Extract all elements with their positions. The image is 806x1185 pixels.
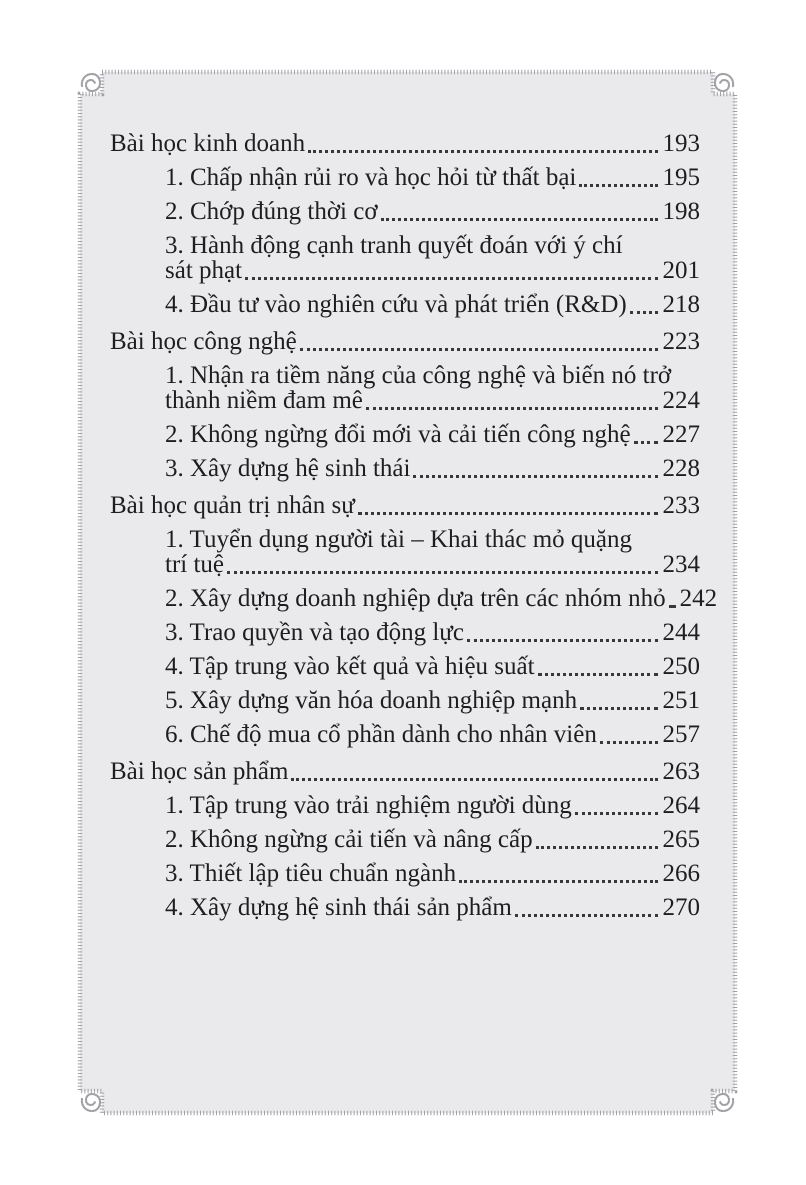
toc-section — [110, 759, 700, 920]
page-number: 195 — [662, 164, 700, 191]
entry-title: 4. Tập trung vào kết quả và hiệu suất — [165, 653, 535, 680]
dot-leader — [245, 272, 657, 280]
toc-entry — [110, 861, 700, 886]
toc-entry — [110, 585, 718, 612]
page-number: 233 — [662, 492, 700, 519]
dot-leader — [515, 909, 658, 917]
toc-row — [110, 329, 700, 354]
section-title: Bài học quản trị nhân sự — [110, 492, 355, 519]
toc-row — [165, 585, 718, 612]
toc-entry — [110, 688, 700, 713]
toc-section-header — [110, 493, 700, 518]
toc-row — [165, 688, 700, 713]
toc-entry — [110, 233, 700, 283]
entry-title: 2. Chớp đúng thời cơ — [165, 198, 378, 225]
toc-row — [110, 131, 700, 156]
dot-leader — [358, 507, 658, 515]
dot-leader — [291, 773, 657, 781]
toc-entry — [110, 292, 700, 317]
dot-leader — [459, 875, 657, 883]
corner-ornament-icon — [82, 1094, 100, 1111]
dot-leader — [579, 179, 657, 187]
entry-title: 3. Trao quyền và tạo động lực — [165, 619, 464, 646]
page-number: 263 — [662, 758, 700, 785]
entry-title: 2. Không ngừng cải tiến và nâng cấp — [165, 826, 533, 853]
dot-leader — [536, 841, 658, 849]
corner-ornament-icon — [715, 1094, 733, 1111]
entry-title: 3. Xây dựng hệ sinh thái — [165, 455, 411, 482]
page-number: 242 — [679, 585, 718, 612]
toc-entry — [110, 165, 700, 190]
toc-section-header — [110, 759, 700, 784]
dot-leader — [413, 470, 657, 478]
toc-row — [165, 258, 700, 283]
toc-row — [165, 388, 700, 413]
toc-entry — [110, 199, 700, 224]
dot-leader — [575, 807, 658, 815]
dot-leader — [630, 306, 658, 314]
page-number: 244 — [662, 619, 700, 646]
page-number: 218 — [662, 291, 700, 318]
entry-title: 2. Không ngừng đổi mới và cải tiến công nghệ — [165, 421, 631, 448]
toc-row — [165, 722, 700, 747]
toc-entry — [110, 456, 700, 481]
toc-entry — [110, 422, 700, 447]
entry-title: 2. Xây dựng doanh nghiệp dựa trên các nhóm nhỏ — [165, 585, 666, 612]
section-title: Bài học sản phẩm — [110, 758, 289, 785]
toc-row — [165, 861, 700, 886]
toc-section — [110, 492, 718, 748]
dot-leader — [227, 566, 657, 574]
toc-entry — [110, 363, 700, 413]
dot-leader — [381, 213, 658, 221]
toc-row — [165, 165, 700, 190]
page-number: 227 — [662, 421, 700, 448]
entry-title: 6. Chế độ mua cổ phần dành cho nhân viên — [165, 721, 597, 748]
toc-row — [165, 292, 700, 317]
toc-row — [165, 422, 700, 447]
page-number: 224 — [662, 387, 700, 414]
toc-row — [110, 493, 700, 518]
toc-row — [165, 793, 700, 818]
toc-row — [165, 895, 700, 920]
toc-row — [165, 199, 700, 224]
dot-leader — [600, 736, 658, 744]
dot-leader — [669, 600, 675, 608]
section-title: Bài học công nghệ — [110, 328, 297, 355]
entry-title-line1: 1. Nhận ra tiềm năng của công nghệ và biến nó trở — [165, 362, 672, 389]
entry-title: 1. Chấp nhận rủi ro và học hỏi từ thất bại — [165, 164, 577, 191]
toc-section-header — [110, 329, 700, 354]
entry-title: 4. Xây dựng hệ sinh thái sản phẩm — [165, 894, 512, 921]
toc-section-header — [110, 131, 700, 156]
toc-row — [165, 456, 700, 481]
page-number: 201 — [662, 257, 700, 284]
toc-row — [165, 552, 700, 577]
page-number: 223 — [662, 328, 700, 355]
page-number: 193 — [662, 130, 700, 157]
page-number: 266 — [662, 860, 700, 887]
entry-title-line2: thành niềm đam mê — [165, 387, 363, 414]
toc-entry — [110, 620, 700, 645]
table-of-contents — [110, 130, 718, 929]
dot-leader — [580, 702, 657, 710]
entry-title: 1. Tập trung vào trải nghiệm người dùng — [165, 792, 572, 819]
toc-entry — [110, 895, 700, 920]
corner-ornament-icon — [715, 74, 733, 91]
toc-row — [165, 654, 700, 679]
page-number: 270 — [662, 894, 700, 921]
toc-entry — [110, 722, 700, 747]
toc-entry — [110, 827, 700, 852]
dot-leader — [538, 668, 658, 676]
corner-ornament-icon — [82, 74, 100, 91]
toc-row — [165, 620, 700, 645]
entry-title-line1: 1. Tuyển dụng người tài – Khai thác mỏ quặng — [165, 526, 633, 553]
toc-entry — [110, 654, 700, 679]
toc-entry — [110, 527, 700, 577]
page-number: 198 — [662, 198, 700, 225]
toc-entry — [110, 793, 700, 818]
entry-title-line2: sát phạt — [165, 257, 243, 284]
dot-leader — [366, 402, 658, 410]
page-number: 251 — [662, 687, 700, 714]
entry-title: 4. Đầu tư vào nghiên cứu và phát triển (R&D) — [165, 291, 627, 318]
page-number: 250 — [662, 653, 700, 680]
dot-leader — [300, 343, 658, 351]
page-number: 264 — [662, 792, 700, 819]
entry-title-line2: trí tuệ — [165, 551, 225, 578]
page-number: 234 — [662, 551, 700, 578]
entry-title-line1: 3. Hành động cạnh tranh quyết đoán với ý chí — [165, 232, 623, 259]
entry-title: 5. Xây dựng văn hóa doanh nghiệp mạnh — [165, 687, 578, 714]
section-title: Bài học kinh doanh — [110, 130, 306, 157]
dot-leader — [634, 436, 658, 444]
page-number: 265 — [662, 826, 700, 853]
toc-row — [110, 759, 700, 784]
toc-row — [165, 827, 700, 852]
page-number: 257 — [662, 721, 700, 748]
entry-title: 3. Thiết lập tiêu chuẩn ngành — [165, 860, 457, 887]
toc-section — [110, 329, 700, 481]
dot-leader — [467, 634, 658, 642]
toc-section — [110, 131, 700, 317]
page-number: 228 — [662, 455, 700, 482]
dot-leader — [308, 145, 657, 153]
